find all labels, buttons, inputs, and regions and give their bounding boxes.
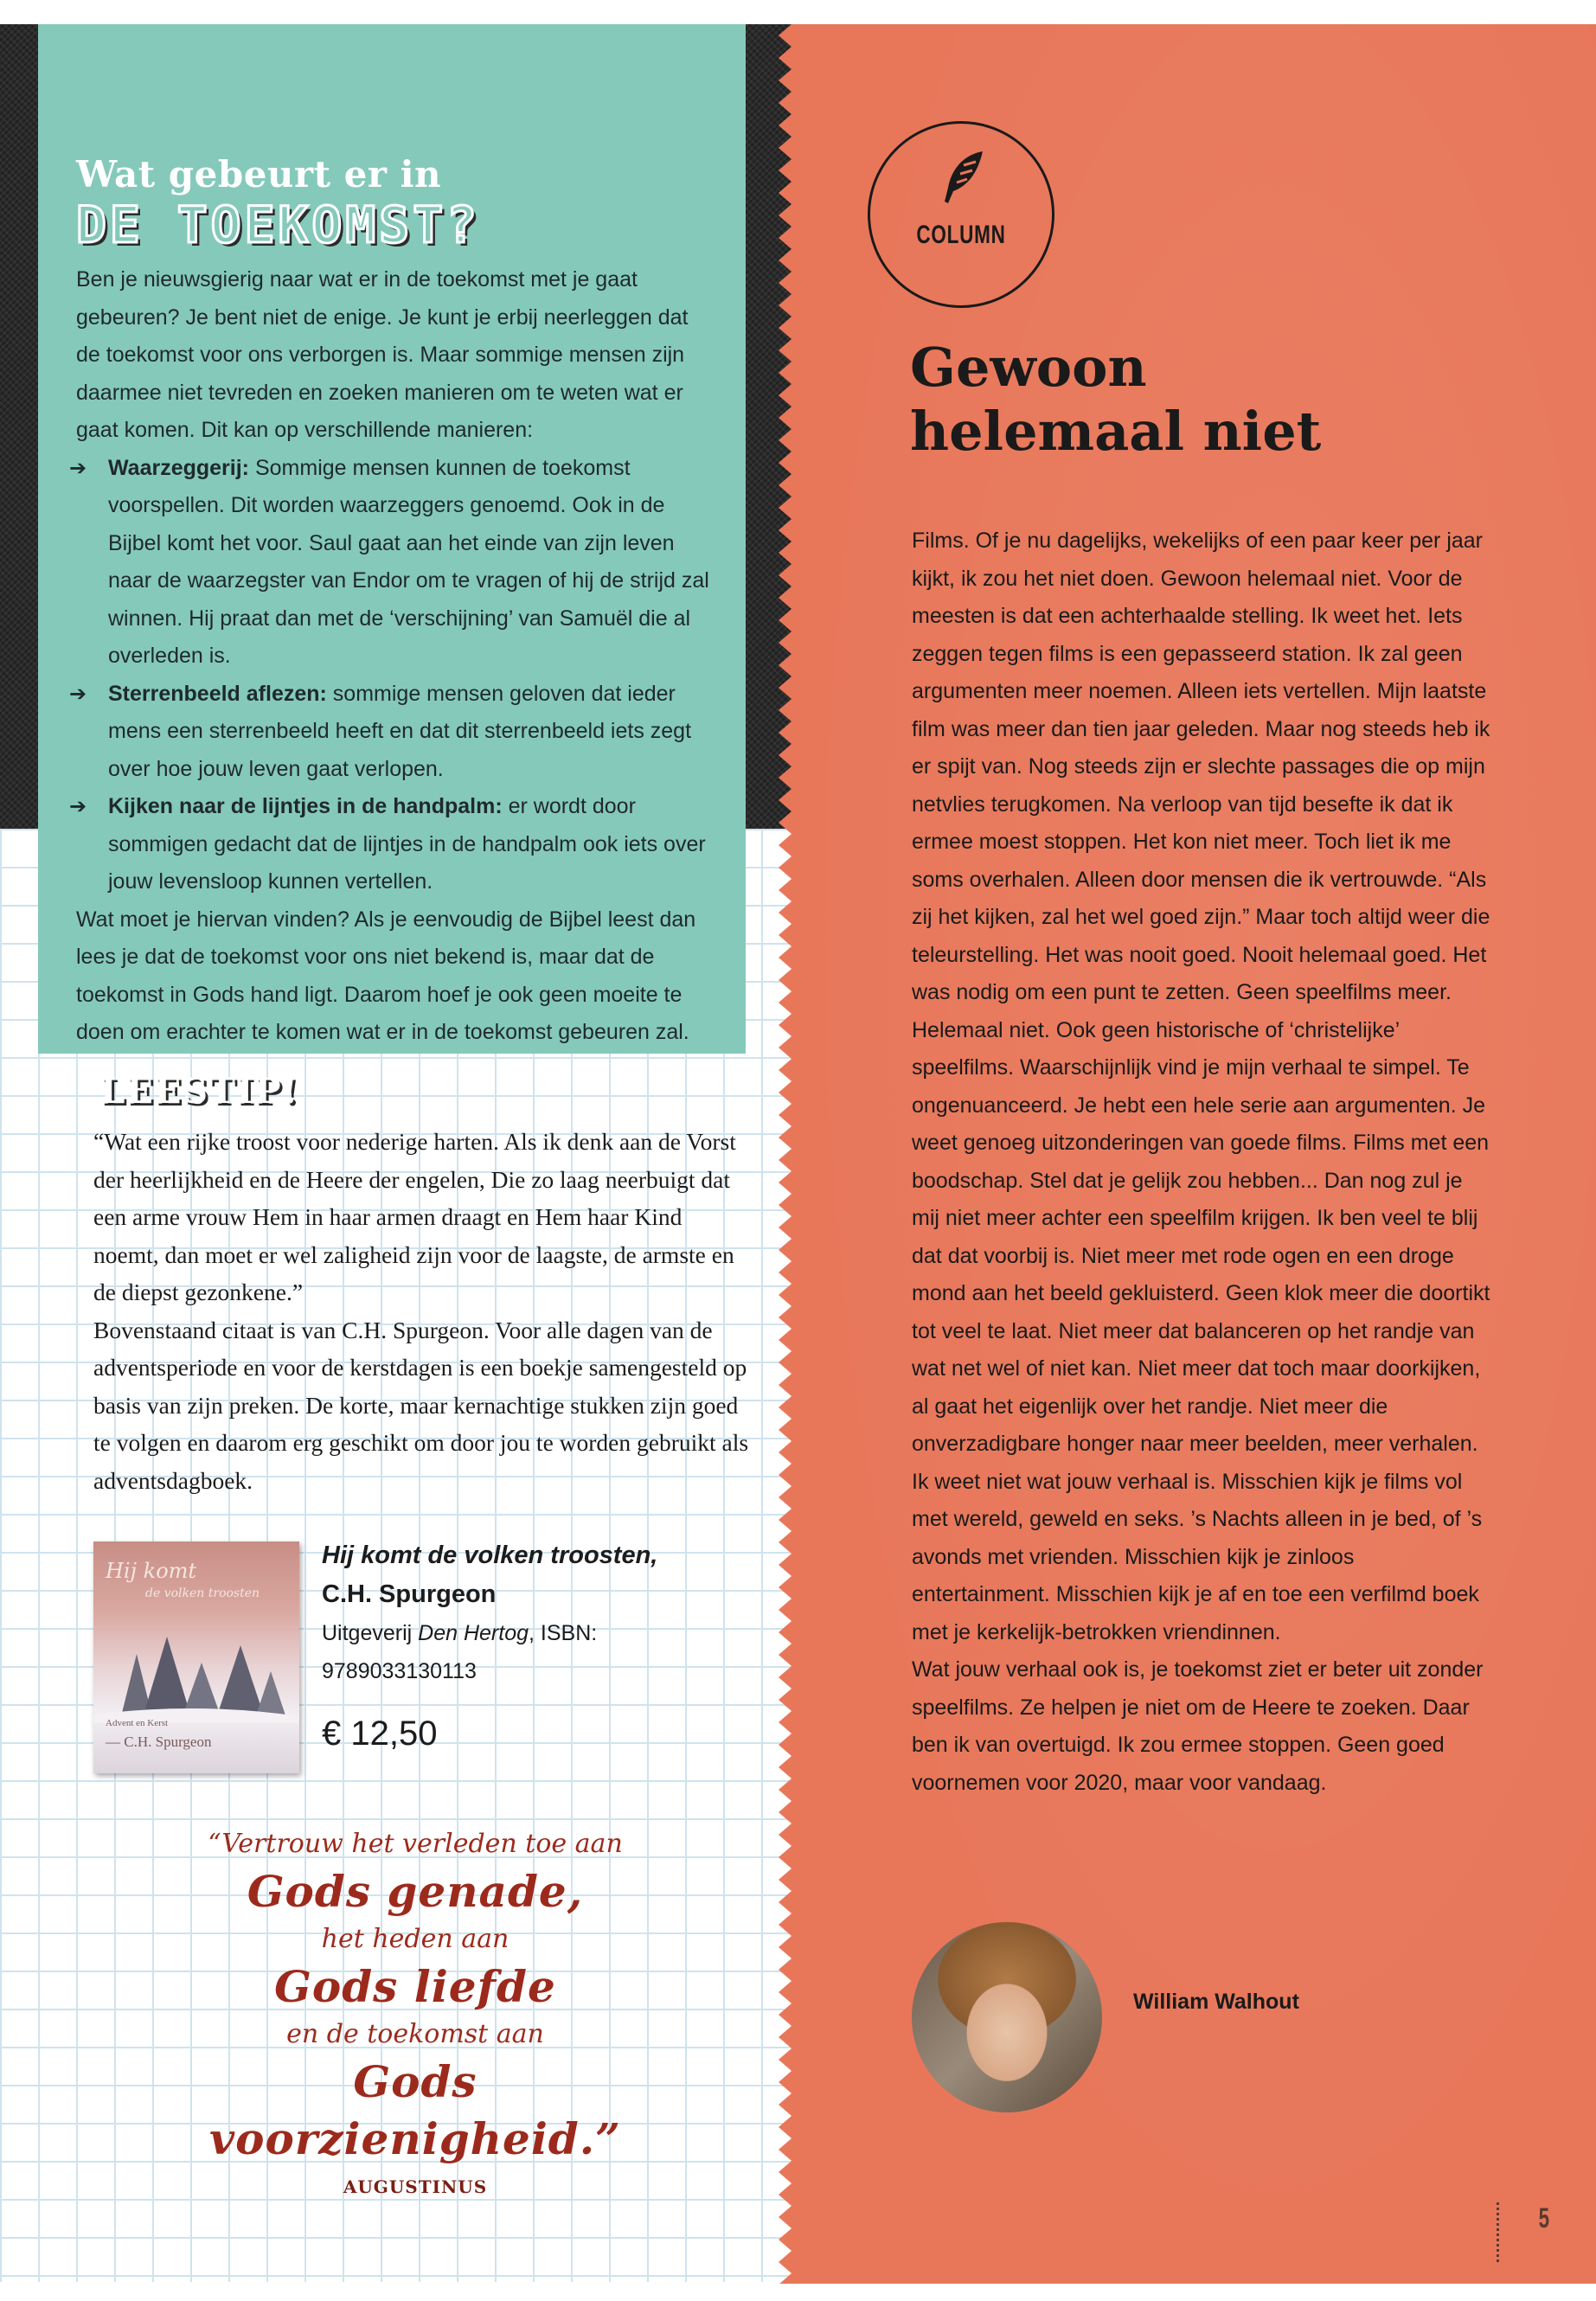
article-intro: Ben je nieuwsgierig naar wat er in de toekomst met je gaat gebeuren? Je bent niet de enige. Je kunt je erbij neerleggen dat de toekomst voor ons verborgen is. Maar sommige mensen zijn daarmee niet tevreden en zoeken manieren om te weten wat er gaat komen. Dit kan op verschillende manieren: [76,267,689,442]
publisher-prefix: Uitgeverij [322,1621,419,1645]
column-paragraph: Ik weet niet wat jouw verhaal is. Misschien kijk je films vol met wereld, geweld en seks. ’s Nachts alleen in je bed, of ’s avonds met vrienden. Misschien kijk je zinloos entertainment. Misschien kijk je af en toe een verfilmd boek met je kerkelijk-betrokken vriendinnen. [912,1469,1483,1644]
quote-line: het heden aan [321,1924,510,1954]
cover-author: — C.H. Spurgeon [106,1734,212,1750]
cover-subtitle: de volken troosten [145,1586,260,1600]
article-outro: Wat moet je hiervan vinden? Als je eenvoudig de Bijbel leest dan lees je dat de toekomst voor ons niet bekend is, maar dat de toekomst in Gods hand ligt. Daarom hoef je ook geen moeite te doen om erachter te komen wat er in de toekomst gebeuren zal. [76,907,696,1044]
author-name: William Walhout [1133,1990,1299,2014]
quote-author: AUGUSTINUS [343,2176,488,2197]
page-number: 5 [1538,2202,1550,2234]
bullet-item [69,450,711,676]
bullet-term: Kijken naar de lijntjes in de handpalm: [108,794,503,818]
book-price: € 12,50 [322,1715,438,1753]
quill-icon [938,148,990,208]
book-title-text: Hij komt de volken troosten, [322,1541,658,1569]
book-publisher-info [322,1614,685,1690]
augustinus-quote [173,1825,657,2197]
column-paragraph: Wat jouw verhaal ook is, je toekomst ziet er beter uit zonder speelfilms. Ze helpen je niet om de Heere te zoeken. Daar ben ik van overtuigd. Ik zou ermee stoppen. Geen goed voornemen voor 2020, maar voor vandaag. [912,1657,1484,1795]
leestip-description: Bovenstaand citaat is van C.H. Spurgeon. Voor alle dagen van de adventsperiode en voor de kerstdagen is een boekje samengesteld op basis van zijn preken. De korte, maar kernachtige stukken zijn goed te volgen en daarom erg geschikt om door jou te worden gebruikt als adventsdagboek. [93,1316,749,1494]
bullet-text: er wordt door sommigen gedacht dat de lijntjes in de handpalm ook iets over jouw levensloop kunnen vertellen. [108,794,706,894]
book-author: C.H. Spurgeon [322,1580,497,1608]
cover-series: Advent en Kerst [106,1718,169,1728]
quote-line: en de toekomst aan [286,2019,544,2049]
snowy-trees-icon [93,1619,299,1723]
book-isbn: , ISBN: 9789033130113 [322,1621,598,1683]
arrow-icon: ➔ [69,455,87,480]
column-heading-line: helemaal niet [910,400,1322,463]
leestip-quote: “Wat een rijke troost voor nederige harten. Als ik denk aan de Vorst der heerlijkheid en de Heere der engelen, Die zo laag neerbuigt dat een arme vrouw Hem in haar armen draagt en Hem haar Kind noemt, dan moet er wel zaligheid zijn voor de laagste, de armste en de diepst gezonkene.” [93,1128,736,1305]
column-label: COLUMN [916,221,1006,249]
column-badge [868,121,1054,308]
future-article [38,24,746,1054]
publisher-name: Den Hertog [418,1621,529,1645]
bullet-text: Sommige mensen kunnen de toekomst voorspellen. Dit worden waarzeggers genoemd. Ook in de Bijbel komt het voor. Saul gaat aan het einde van zijn leven naar de waarzegster van Endor om te vragen of hij de strijd zal winnen. Hij praat dan met de ‘verschijning’ van Samuël die al overleden is. [108,455,709,668]
bullet-term: Waarzeggerij: [108,455,250,480]
arrow-icon: ➔ [69,794,87,818]
bullet-text: sommige mensen geloven dat ieder mens een sterrenbeeld heeft en dat dit sterrenbeeld iets zegt over hoe jouw leven gaat verlopen. [108,681,692,781]
author-avatar [912,1922,1102,2112]
article-kicker: Wat gebeurt er in [76,153,442,195]
page-number-rule [1497,2202,1499,2263]
article-body [69,261,711,1052]
book-title [322,1536,772,1614]
quote-line: “Vertrouw het verleden toe aan [208,1829,623,1859]
quote-emphasis: Gods voorzienigheid.” [209,2056,621,2164]
bullet-item [69,788,711,901]
leestip-label: LEESTIP! [95,1073,304,1111]
arrow-icon: ➔ [69,681,87,706]
quote-emphasis: Gods liefde [274,1961,556,2012]
book-cover-image [93,1541,299,1773]
column-paragraph: Films. Of je nu dagelijks, wekelijks of een paar keer per jaar kijkt, ik zou het niet doen. Gewoon helemaal niet. Voor de meesten is dat een achterhaalde stelling. Ik weet het. Iets zeggen tegen films is een gepasseerd station. Ik zal geen argumenten meer noemen. Alleen iets vertellen. Mijn laatste film was meer dan tien jaar geleden. Maar nog steeds heb ik er spijt van. Nog steeds zijn er slechte passages die op mijn netvlies terugkomen. Na verloop van tijd besefte ik dat ik ermee moest stoppen. Het kon niet meer. Toch liet ik me soms overhalen. Alleen door mensen die ik vertrouwde. “Als zij het kijken, zal het wel goed zijn.” Maar toch altijd weer die teleurstelling. Het was nooit goed. Nooit helemaal goed. Het was nodig om een punt te zetten. Geen speelfilms meer. Helemaal niet. Ook geen historische of ‘christelijke’ speelfilms. Waarschijnlijk vind je mijn verhaal te simpel. Te ongenuanceerd. Je hebt een hele serie aan argumenten. Je weet genoeg uitzonderingen van goede films. Films met een boodschap. Stel dat je gelijk zou hebben... Dan nog zul je mij niet meer achter een speelfilm krijgen. Ik ben veel te blij dat dat voorbij is. Niet meer met rode ogen en een droge mond aan het beeld gekluisterd. Geen klok meer die doortikt tot veel te laat. Niet meer dat balanceren op het randje van wat net wel of niet kan. Niet meer dat toch maar doorkijken, al gaat het eigenlijk over het randje. Niet meer die onverzadigbare honger naar meer beelden, meer verhalen. [912,529,1490,1456]
article-title: DE TOEKOMST? [76,195,481,254]
zigzag-edge [779,24,804,2284]
leestip-body [93,1123,751,1499]
bullet-term: Sterrenbeeld aflezen: [108,681,327,706]
column-heading [910,336,1550,464]
bullet-item [69,676,711,789]
column-body [912,522,1491,1802]
column-heading-line: Gewoon [910,336,1147,399]
cover-title: Hij komt [106,1559,197,1583]
quote-emphasis: Gods genade, [247,1866,584,1917]
